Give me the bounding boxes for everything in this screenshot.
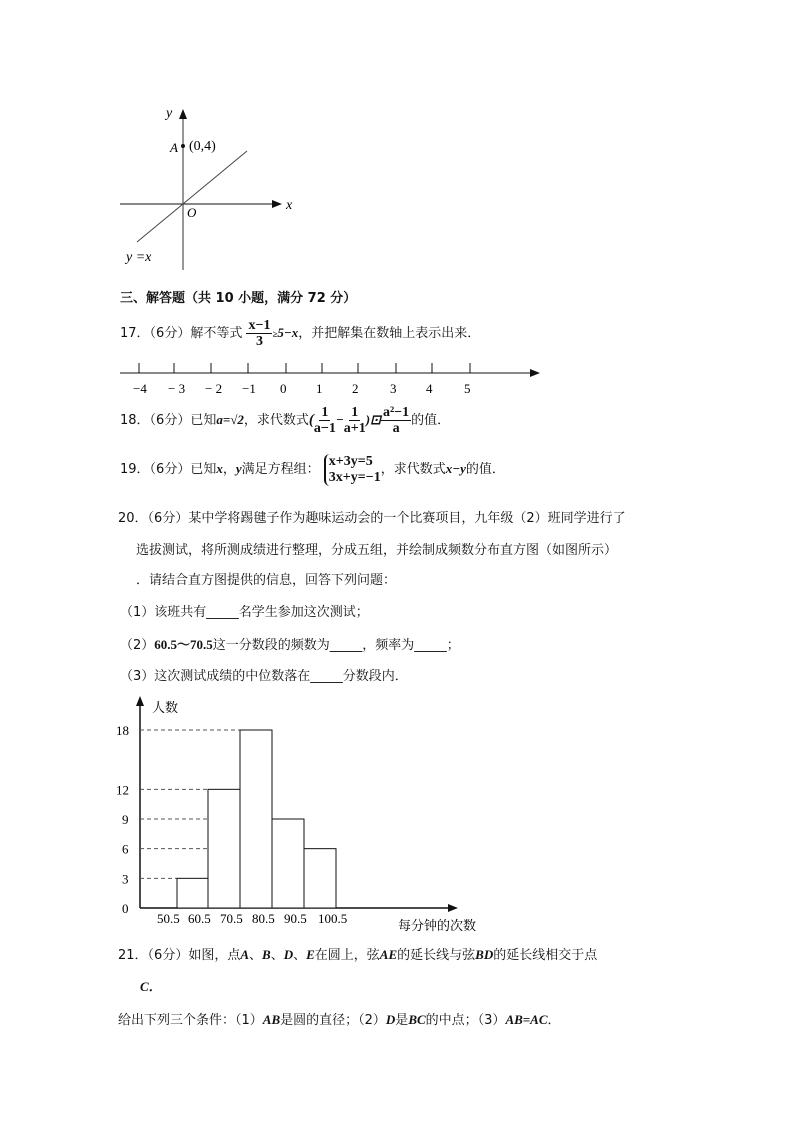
q21-a: A: [240, 947, 249, 962]
q18-fraction-1: [314, 405, 336, 436]
q21-cond-pre: 给出下列三个条件：（1）: [118, 1013, 263, 1028]
section-title: 三、解答题（共 10 小题，满分 72 分）: [120, 291, 357, 306]
q21-e: E: [306, 947, 315, 962]
number-line-arrow-icon: [530, 369, 540, 377]
number-line-label: 0: [280, 381, 287, 396]
q18-f3-den: a: [392, 421, 400, 436]
q17-numerator: x−1: [248, 318, 271, 333]
hist-bar: [272, 819, 304, 908]
q17-relation: ≥: [272, 329, 278, 339]
q21-eq: AB=AC: [505, 1012, 548, 1027]
hist-y-tick-label: 6: [122, 841, 129, 857]
q17-rhs: 5−x: [277, 325, 299, 340]
q21-d: D: [283, 947, 294, 962]
q21-end: ．: [547, 1013, 561, 1028]
q18-prefix: 18．（6分）已知: [120, 413, 217, 428]
q18-mid: ，求代数式: [243, 413, 309, 428]
number-line-label: 4: [426, 381, 433, 396]
q20-line2: 选拔测试，将所测成绩进行整理，分成五组，并绘制成频数分布直方图（如图所示）: [136, 543, 618, 558]
q18-f2-num: 1: [351, 405, 359, 420]
q19-suffix: 的值．: [465, 462, 505, 477]
q20-sub2-range: 60.5～70.5: [154, 637, 213, 652]
q21-mid3: 的延长线相交于点: [493, 948, 598, 963]
q19-mid2: ，求代数式: [380, 462, 446, 477]
x-axis-label: x: [286, 198, 293, 213]
q21-d2: D: [385, 1012, 396, 1027]
q20-sub1: （1）该班共有_____名学生参加这次测试；: [120, 605, 369, 620]
coordinate-figure: [110, 95, 310, 275]
hist-bar: [304, 849, 336, 908]
point-a-label: A: [170, 140, 178, 155]
question-17: [120, 318, 480, 349]
number-line-label: 1: [316, 381, 323, 396]
hist-y-arrow-icon: [136, 696, 144, 706]
q17-prefix: 17．（6分）解不等式: [120, 326, 243, 341]
hist-x-tick-label: 90.5: [284, 911, 307, 926]
hist-bar: [208, 789, 240, 908]
q17-suffix: ，并把解集在数轴上表示出来．: [298, 326, 481, 341]
hist-bar: [177, 878, 208, 908]
q20-sub2: [120, 637, 460, 654]
q21-bd: BD: [475, 947, 494, 962]
hist-y-label: 人数: [152, 700, 179, 715]
q21-pre: 21．（6分）如图，点: [118, 948, 241, 963]
number-line-label: 5: [464, 381, 471, 396]
hist-x-arrow-icon: [448, 904, 458, 912]
hist-x-label: 每分钟的次数: [398, 918, 477, 933]
hist-y-tick-label: 0: [122, 901, 129, 916]
question-21-line1: [118, 947, 597, 964]
y-axis-label: y: [166, 106, 173, 121]
q19-system: [324, 454, 381, 486]
q17-denominator: 3: [255, 334, 263, 349]
origin-label: O: [187, 205, 197, 220]
number-line-label: 3: [390, 381, 397, 396]
hist-x-tick-label: 50.5: [157, 911, 180, 926]
hist-y-tick-label: 9: [122, 812, 129, 827]
q18-fraction-2: [344, 405, 366, 436]
hist-x-tick-label: 60.5: [188, 911, 211, 926]
q21-point-c: C．: [140, 979, 162, 994]
number-line-label: − 2: [205, 381, 223, 396]
number-line-label: −4: [133, 381, 147, 396]
hist-x-tick-label: 80.5: [252, 911, 275, 926]
hist-y-tick-label: 12: [116, 782, 129, 798]
q21-b: B: [262, 947, 271, 962]
q21-ab: AB: [262, 1012, 281, 1027]
q18-f1-den: a−1: [313, 421, 336, 436]
q21-s1: 、: [249, 948, 263, 963]
hist-bar: [240, 730, 272, 908]
q21-s2: 、: [270, 948, 284, 963]
y-axis-arrow-icon: [179, 109, 187, 119]
q18-f3-num: a²−1: [382, 405, 410, 420]
question-18: 18．（6分）已知a=√2，求代数式( $\frac{1}{a-1}$ − $\frac{1}{a+1}$ )⊡ $\frac{\text{a²−1}}{a}$ 的值．: [120, 405, 451, 436]
question-19: [120, 452, 505, 487]
histogram: [110, 690, 490, 940]
q18-f1-num: 1: [321, 405, 329, 420]
q20-line3: ．请结合直方图提供的信息，回答下列问题：: [136, 573, 397, 588]
q17-fraction: [246, 318, 272, 349]
x-axis-arrow-icon: [272, 200, 282, 208]
q18-given: a=√2: [216, 412, 244, 427]
q21-mid2: 的延长线与弦: [397, 948, 476, 963]
q18-dot: )⊡: [365, 412, 381, 427]
point-a: [181, 144, 185, 148]
number-line-label: 2: [352, 381, 359, 396]
point-a-coords: (0,4): [189, 139, 216, 154]
q21-c1: 是圆的直径；（2）: [280, 1013, 386, 1028]
line-y-equals-x: [137, 151, 247, 242]
hist-y-tick-label: 3: [122, 871, 129, 887]
q20-sub2-post: 这一分数段的频数为_____，频率为_____；: [212, 638, 460, 653]
line-label: y =x: [126, 250, 152, 265]
q19-x: x: [216, 461, 223, 476]
q21-bc: BC: [408, 1012, 426, 1027]
number-line-label: −1: [242, 381, 256, 396]
q18-fraction-3: [381, 405, 411, 436]
q19-sep: ，: [222, 462, 236, 477]
number-line: [110, 355, 550, 400]
q19-eq2: 3x+y=−1: [328, 469, 381, 485]
hist-x-tick-label: 100.5: [318, 911, 348, 926]
q19-mid: 满足方程组：: [241, 462, 320, 477]
q21-s3: 、: [293, 948, 307, 963]
q21-ae: AE: [379, 947, 398, 962]
q19-eq1: x+3y=5: [328, 453, 373, 469]
q21-mid1: 在圆上，弦: [314, 948, 380, 963]
q19-y: y: [235, 461, 242, 476]
q20-sub3: （3）这次测试成绩的中位数落在_____分数段内．: [120, 669, 408, 684]
q20-line1: 20．（6分）某中学将踢毽子作为趣味运动会的一个比赛项目，九年级（2）班同学进行了: [118, 511, 626, 526]
q21-c3: 的中点；（3）: [425, 1013, 506, 1028]
hist-y-tick-label: 18: [116, 723, 129, 738]
hist-x-tick-label: 70.5: [220, 911, 243, 926]
q18-f2-den: a+1: [343, 421, 366, 436]
q19-prefix: 19．（6分）已知: [120, 462, 217, 477]
q20-sub2-pre: （2）: [120, 638, 155, 653]
q21-c2: 是: [395, 1013, 409, 1028]
q18-minus: −: [335, 412, 344, 427]
number-line-label: − 3: [168, 381, 186, 396]
q19-expr: x−y: [445, 461, 466, 476]
q18-suffix: 的值．: [411, 413, 451, 428]
question-21-conditions: [118, 1012, 561, 1029]
